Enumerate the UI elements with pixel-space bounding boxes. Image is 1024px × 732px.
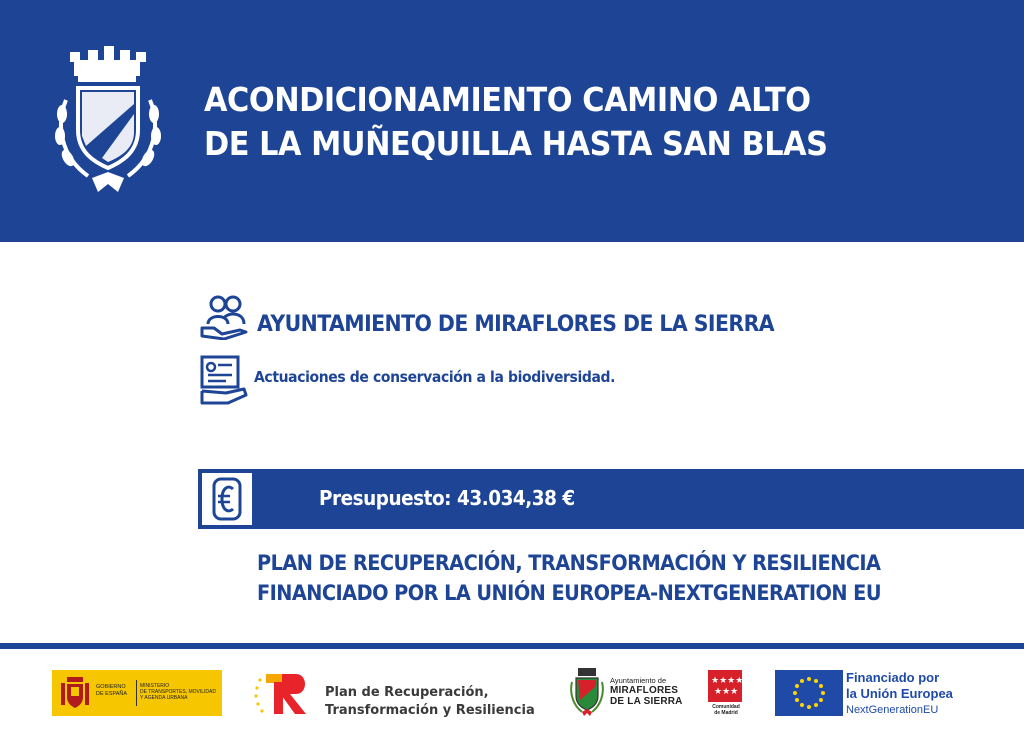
ayuntamiento-line-3: DE LA SIERRA	[610, 696, 683, 707]
ayuntamiento-line-2: MIRAFLORES	[610, 685, 679, 696]
eu-line-3: NextGenerationEU	[846, 704, 939, 716]
gobierno-separator	[136, 680, 137, 706]
svg-text:★★★★: ★★★★	[711, 676, 742, 686]
ministry-line-2: DE TRANSPORTES, MOVILIDAD	[140, 689, 216, 695]
header-banner	[0, 0, 1024, 242]
plan-line-1: PLAN DE RECUPERACIÓN, TRANSFORMACIÓN Y RESILIENCIA	[257, 551, 881, 575]
plan-line-2: FINANCIADO POR LA UNIÓN EUROPEA-NEXTGENERATION EU	[257, 581, 881, 605]
municipal-crest-icon	[52, 44, 164, 200]
svg-text:★★★: ★★★	[714, 687, 739, 697]
ministry-line-3: Y AGENDA URBANA	[140, 695, 188, 701]
comunidad-label	[707, 704, 745, 716]
comunidad-line-2: de Madrid	[714, 710, 738, 716]
prtr-line-2: Transformación y Resiliencia	[325, 703, 535, 718]
ayuntamiento-label	[610, 676, 683, 707]
ministry-label	[140, 683, 220, 701]
gobierno-line-1: GOBIERNO	[96, 684, 126, 690]
footer-divider	[0, 643, 1024, 649]
action-description: Actuaciones de conservación a la biodiversidad.	[254, 368, 616, 386]
spain-coat-of-arms-icon	[60, 677, 90, 709]
euro-icon	[202, 473, 252, 525]
ayuntamiento-line-1: Ayuntamiento de	[610, 676, 667, 685]
prtr-label	[325, 684, 535, 720]
gobierno-line-2: DE ESPAÑA	[96, 690, 128, 697]
comunidad-line-1: Comunidad	[712, 704, 740, 710]
prtr-line-1: Plan de Recuperación,	[325, 685, 489, 700]
eu-stars-icon	[775, 670, 843, 716]
entity-name: AYUNTAMIENTO DE MIRAFLORES DE LA SIERRA	[257, 312, 775, 337]
gobierno-label	[96, 684, 146, 697]
budget-amount: Presupuesto: 43.034,38 €	[319, 486, 575, 510]
prtr-logo-icon	[254, 668, 312, 718]
plan-statement	[257, 548, 956, 608]
title-line-1: ACONDICIONAMIENTO CAMINO ALTO	[204, 80, 811, 119]
eu-line-1: Financiado por	[846, 670, 940, 685]
gobierno-espana-logo	[52, 670, 222, 716]
stars-icon	[708, 670, 742, 702]
title-line-2: DE LA MUÑEQUILLA HASTA SAN BLAS	[204, 124, 828, 163]
page-title	[204, 78, 940, 166]
euro-icon-box	[200, 471, 254, 527]
eu-funding-label	[846, 670, 953, 718]
document-hand-icon	[200, 355, 250, 405]
people-hand-icon	[200, 294, 250, 340]
ayuntamiento-crest-icon	[570, 668, 604, 716]
eu-line-2: la Unión Europea	[846, 686, 953, 701]
eu-flag-icon	[775, 670, 843, 716]
ministry-line-1: MINISTERIO	[140, 683, 170, 689]
comunidad-madrid-flag-icon	[708, 670, 742, 702]
